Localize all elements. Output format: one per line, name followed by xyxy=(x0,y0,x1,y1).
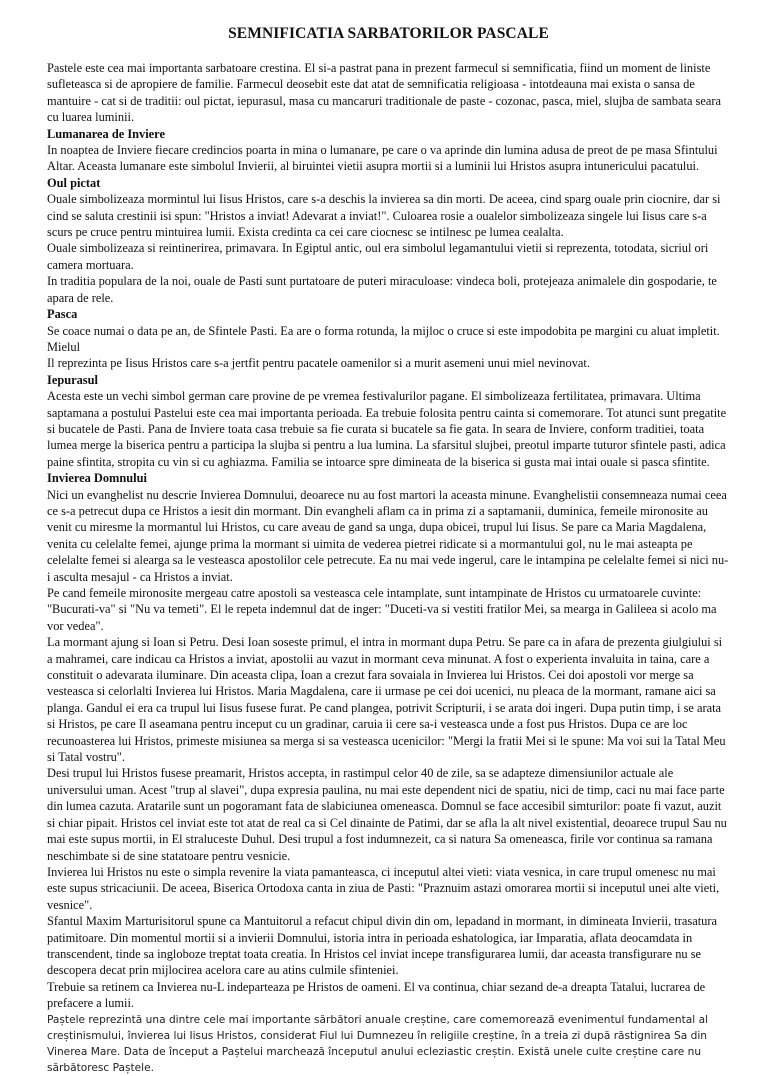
section-text-invierea-1: Nici un evanghelist nu descrie Invierea Domnului, deoarece nu au fost martori la aceasta minune. Evanghelistii consemneaza numai ceea ce s-a petrecut dupa ce Hristos a iesit din mormant. Din evangheli aflam ca in prima zi a saptamanii, duminica, femeile mironosite au venit cu miresme la mormantul lui Hristos, cu care aveau de gand sa unga, dupa obicei, trupul lui Iisus. Se pare ca Maria Magdalena, venita cu celelalte femei, ajunge prima la mormant si uimita de vederea pietrei ridicate si a mormantului gol, nu le mai asteapta pe celelalte femei si alearga sa le vesteasca apostolilor cele petrecute. Ea nu mai vede ingerul, care le intampina pe celelalte femei si nici nu-i asculta mesajul - ca Hristos a inviat. xyxy=(47,487,729,584)
section-heading-lumanarea: Lumanarea de Inviere xyxy=(47,126,165,141)
intro-paragraph: Pastele este cea mai importanta sarbatoare crestina. El si-a pastrat pana in prezent farmecul si semnificatia, fiind un moment de liniste sufleteasca si de apropiere de familie. Farmecul deosebit este dat atat de semnificatia religioasa - intotdeauna mai exista o sansa de mantuire - cat si de traditii: oul pictat, iepurasul, masa cu mancaruri traditionale de paste - cozonac, pasca, miel, slujba de sambata seara cu luarea luminii. xyxy=(47,61,721,125)
section-mielul xyxy=(47,339,730,372)
section-text-invierea-5: Invierea lui Hristos nu este o simpla revenire la viata pamanteasca, ci inceputul altei vieti: viata vesnica, in care trupul omenesc nu mai este supus stricaciunii. De aceea, Biserica Ortodoxa canta in ziua de Pasti: "Praznuim astazi omorarea mortii si inceputul unei alte vieti, vesnice". xyxy=(47,864,720,912)
section-text-lumanarea: In noaptea de Inviere fiecare credincios poarta in mina o lumanare, pe care o va aprinde din lumina adusa de preot de pe masa Sfintului Altar. Aceasta lumanare este simbolul Invierii, al biruintei vietii asupra mortii si a luminii lui Hristos asupra intunericului pacatului. xyxy=(47,143,718,174)
section-text-oul-1: Ouale simbolizeaza mormintul lui Iisus Hristos, care s-a deschis la invierea sa din morti. De aceea, cind sparg ouale prin ciocnire, dar si cind se saluta crestinii isi spun: "Hristos a inviat! Adevarat a inviat!". Culoarea rosie a oualelor simbolizeaza singele lui Iisus care s-a scurs pe cruce pentru mintuirea lumii. Exista credinta ca cei care ciocnesc se intilnesc pe lumea cealalta. xyxy=(47,192,721,240)
section-text-invierea-4: Desi trupul lui Hristos fusese preamarit, Hristos accepta, in rastimpul celor 40 de zile, sa se adapteze dimensiunilor actuale ale universului uman. Acest "trup al slavei", dupa expresia paulina, nu mai este dependent nici de spatiu, nici de timp, caci nu mai face parte din lumea cazuta. Aratarile sunt un pogoramant fata de slabiciunea omeneasca. Domnul se face accesibil simturilor: poate fi vazut, auzit si chiar pipait. Hristos cel inviat este tot atat de real ca si Cel dinainte de Patimi, dar se afla la alt nivel existential, deoarece trupul Sau nu mai este supus mortii, in El straluceste Duhul. Desi trupul a fost indumnezeit, ca si natura Sa omeneasca, firile vor continua sa ramana neschimbate si de sine statatoare pentru vesnicie. xyxy=(47,766,727,863)
section-text-iepurasul: Acesta este un vechi simbol german care provine de pe vremea festivalurilor pagane. El simbolizeaza fertilitatea, primavara. Ultima saptamana a postului Pastelui este cea mai importanta perioada. Ea trebuie folosita pentru cainta si comemorare. Tot atunci sunt pregatite si bucatele de Pasti. Pana de Inviere toata casa trebuie sa fie curata si bucatele sa fie gata. In seara de Inviere, conform traditiei, toata lumea merge la biserica pentru a participa la slujba si pentru a lua lumina. La sfarsitul slujbei, preotul imparte tuturor sfintele pasti, adica paine sfintita, stropita cu vin si cu aghiazma. Familia se intoarce spre dimineata de la biserica si gusta mai intai ouale si pasca sfintite. xyxy=(47,389,727,469)
section-oul xyxy=(47,175,730,306)
section-heading-oul: Oul pictat xyxy=(47,175,101,190)
section-text-invierea-6: Sfantul Maxim Marturisitorul spune ca Mantuitorul a refacut chipul divin din om, lepadand in mormant, in dimineata Invierii, trasatura patimitoare. Din momentul mortii si a invierii Domnului, istoria intra in perioada eshatologica, iar Imparatia, aflata deocamdata in transcendent, tinde sa ingloboze treptat toata creatia. In Hristos cel inviat incepe transfigurarea lumii, dar aceasta transfigurare nu se descopera decat prin mijlocirea acelora care au atins culmile sfinteniei. xyxy=(47,914,717,978)
section-invierea xyxy=(47,470,730,1011)
closing-paragraph: Paștele reprezintă una dintre cele mai importante sărbători anuale creștine, care comemorează evenimentul fundamental al creștinismului, învierea lui Iisus Hristos, considerat Fiul lui Dumnezeu în religiile creștine, în a treia zi după răstignirea Sa din Vinerea Mare. Data de început a Paștelui marchează începutul anului ecleziastic creștin. Există unele culte creștine care nu sărbătoresc Paștele. xyxy=(47,1013,709,1075)
section-heading-mielul: Mielul xyxy=(47,339,81,354)
section-pasca xyxy=(47,306,730,339)
section-text-oul-3: In traditia populara de la noi, ouale de Pasti sunt purtatoare de puteri miraculoase: vindeca boli, protejeaza animalele din gospodarie, te apara de rele. xyxy=(47,274,717,305)
section-heading-pasca: Pasca xyxy=(47,307,78,322)
section-heading-iepurasul: Iepurasul xyxy=(47,372,98,387)
section-text-invierea-3: La mormant ajung si Ioan si Petru. Desi Ioan soseste primul, el intra in mormant dupa Petru. Se pare ca in afara de prezenta giulgiului si a mahramei, care indicau ca Hristos a inviat, apostolii au vazut in mormant ceva minunat. A fost o experienta invaluita in taina, care a constituit o adevarata iluminare. Din aceasta clipa, Ioan a crezut fara sovaiala in Invierea lui Hristos. Cei doi apostoli vor merge sa vesteasca si celorlalti Invierea lui Hristos. Maria Magdalena, care ii urmase pe cei doi ucenici, nu pleaca de la mormant, ramane aici sa planga. Gandul ei era ca trupul lui Iisus fusese furat. Pe cand plangea, potrivit Scripturii, i se arata doi ingeri. Dupa putin timp, i se arata si Hristos, pe care Il aseamana pentru inceput cu un gradinar, caruia ii cere sa-i vesteasca unde a fost pus Hristos. Dupa ce are loc recunoasterea lui Hristos, primeste misiunea sa merga si sa vesteasca ucenicilor: "Mergi la fratii Mei si le spune: Ma voi sui la Tatal Meu si Tatal vostru". xyxy=(47,635,726,765)
section-lumanarea xyxy=(47,126,730,175)
section-text-invierea-7: Trebuie sa retinem ca Invierea nu-L indeparteaza pe Hristos de oameni. El va continua, chiar sezand de-a dreapta Tatalui, lucrarea de prefacere a lumii. xyxy=(47,979,706,1011)
section-heading-invierea: Invierea Domnului xyxy=(47,471,147,486)
section-iepurasul xyxy=(47,372,730,470)
page-title: SEMNIFICATIA SARBATORILOR PASCALE xyxy=(228,25,549,42)
section-text-mielul: Il reprezinta pe Iisus Hristos care s-a jertfit pentru pacatele oamenilor si a murit asemeni unui miel nevinovat. xyxy=(47,356,590,371)
section-text-invierea-2: Pe cand femeile mironosite mergeau catre apostoli sa vesteasca cele intamplate, sunt intampinate de Hristos cu urmatoarele cuvinte: "Bucurati-va" si "Nu va temeti". El le repeta indemnul dat de inger: "Duceti-va si vestiti fratilor Mei, sa mearga in Galileea si acolo ma vor vedea". xyxy=(47,586,717,633)
section-text-pasca: Se coace numai o data pe an, de Sfintele Pasti. Ea are o forma rotunda, la mijloc o cruce si este impodobita pe margini cu aluat impletit. xyxy=(47,323,720,338)
section-text-oul-2: Ouale simbolizeaza si reintinerirea, primavara. In Egiptul antic, oul era simbolul legamantului vietii si reprezenta, totodata, sicriul ori camera mortuara. xyxy=(47,241,709,272)
